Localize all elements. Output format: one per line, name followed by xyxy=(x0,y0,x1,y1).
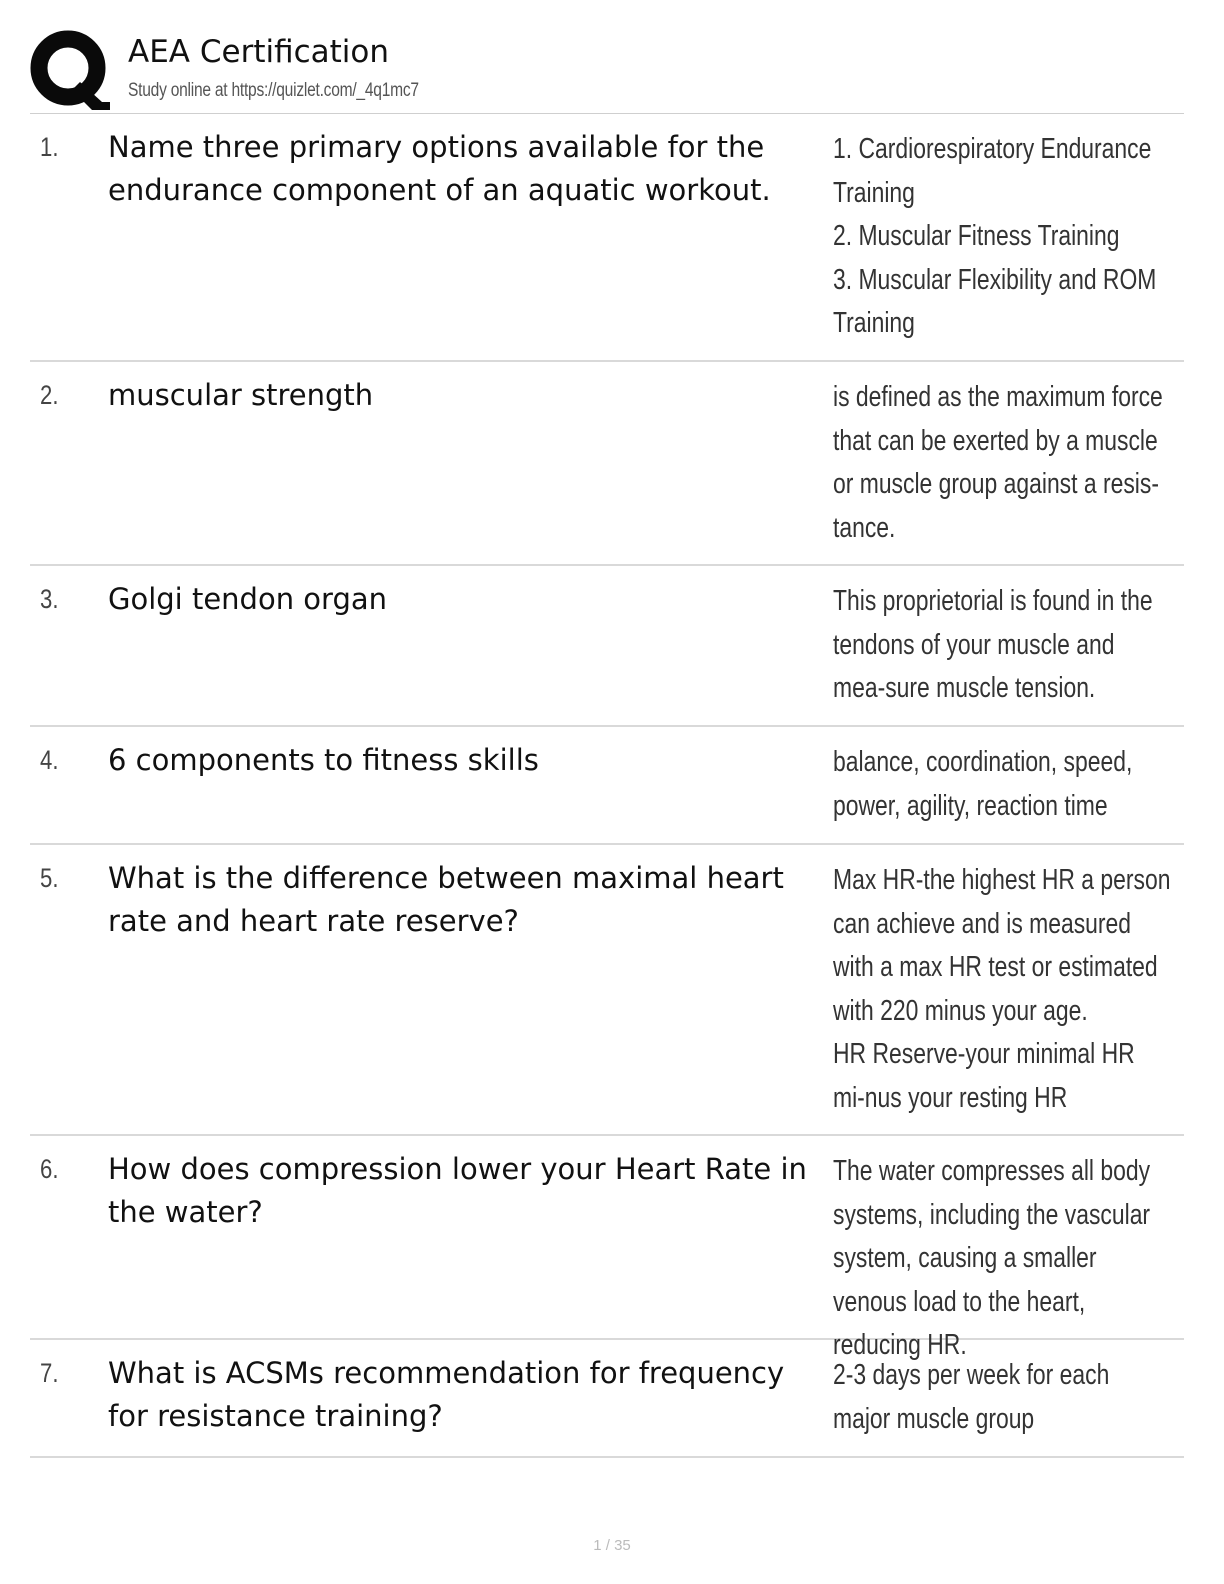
page-number: 1 / 35 xyxy=(593,1537,631,1554)
card-definition: The water compresses all body systems, including the vascular system, causing a smaller venous load to the heart, reducing HR. xyxy=(833,1155,1151,1361)
flashcard-row xyxy=(30,727,1184,845)
card-definition: This proprietorial is found in the tendons of your muscle and mea-sure muscle tension. xyxy=(833,585,1153,704)
card-term: What is ACSMs recommendation for frequency for resistance training? xyxy=(108,1356,785,1433)
card-term: Name three primary options available for the endurance component of an aquatic workout. xyxy=(108,130,771,207)
flashcard-row xyxy=(30,1136,1184,1361)
card-definition: 2-3 days per week for each major muscle group xyxy=(833,1359,1110,1435)
card-definition: is defined as the maximum force that can be exerted by a muscle or muscle group against a resis-tance. xyxy=(833,381,1163,544)
document-header xyxy=(30,30,1184,114)
card-number: 4. xyxy=(40,745,59,775)
flashcard-row xyxy=(30,845,1184,1136)
card-term: 6 components to fitness skills xyxy=(108,743,539,777)
card-term: Golgi tendon organ xyxy=(108,582,388,616)
card-number: 7. xyxy=(40,1358,59,1388)
card-number: 6. xyxy=(40,1154,59,1184)
card-term: How does compression lower your Heart Rate in the water? xyxy=(108,1152,807,1229)
flashcard-row xyxy=(30,566,1184,727)
card-definition: balance, coordination, speed, power, agility, reaction time xyxy=(833,746,1133,822)
card-term: What is the difference between maximal heart rate and heart rate reserve? xyxy=(108,861,784,938)
card-number: 1. xyxy=(40,132,59,162)
quizlet-logo xyxy=(30,30,110,110)
flashcard-row xyxy=(30,362,1184,566)
study-online-link-text: Study online at https://quizlet.com/_4q1mc7 xyxy=(128,80,419,101)
flashcard-row xyxy=(30,114,1184,362)
card-number: 5. xyxy=(40,863,59,893)
flashcard-row xyxy=(30,1340,1184,1458)
card-term: muscular strength xyxy=(108,378,374,412)
document-title: AEA Certification xyxy=(128,34,390,70)
card-definition: Max HR-the highest HR a person can achieve and is measured with a max HR test or estimated with 220 minus your age. HR Reserve-your minimal HR mi-nus your resting HR xyxy=(833,864,1171,1114)
card-definition: 1. Cardiorespiratory Endurance Training 2. Muscular Fitness Training 3. Muscular Flexibility and ROM Training xyxy=(833,133,1157,339)
flashcard-list xyxy=(30,114,1184,1458)
card-number: 2. xyxy=(40,380,59,410)
card-number: 3. xyxy=(40,584,59,614)
